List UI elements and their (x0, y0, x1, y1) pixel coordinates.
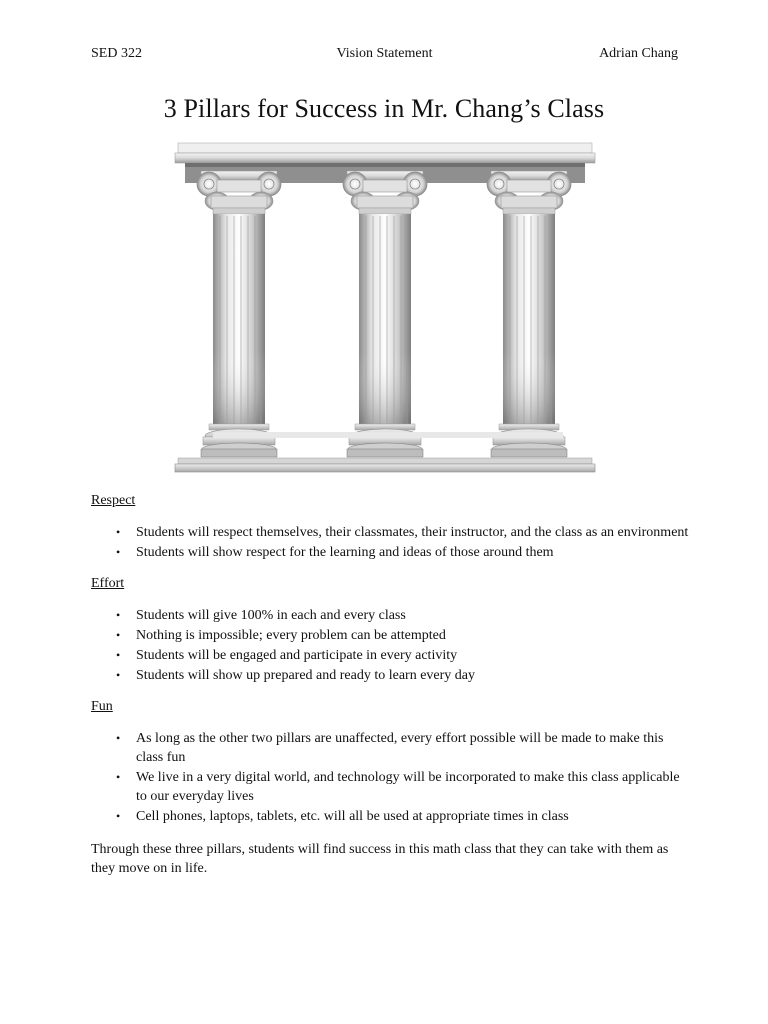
bullet-icon: • (116, 770, 121, 784)
effort-list (91, 606, 691, 685)
document-body (91, 491, 691, 878)
list-item: • Students will show up prepared and ready to learn every day (116, 668, 476, 683)
closing-paragraph: Through these three pillars, students will find success in this math class that they can take with them as they move on in life. (91, 842, 669, 876)
list-item: • Students will give 100% in each and every class (116, 608, 406, 623)
list-item: • Cell phones, laptops, tablets, etc. will all be used at appropriate times in class (116, 809, 569, 824)
list-item: • Nothing is impossible; every problem can be attempted (116, 628, 446, 643)
bullet-icon: • (116, 608, 121, 622)
section-heading-respect: Respect (91, 493, 136, 508)
bullet-icon: • (116, 525, 121, 539)
bullet-icon: • (116, 731, 121, 745)
section-heading-effort: Effort (91, 576, 125, 591)
list-item: • Students will show respect for the learning and ideas of those around them (116, 545, 554, 560)
page-header (91, 46, 678, 66)
bullet-icon: • (116, 628, 121, 642)
page-title: 3 Pillars for Success in Mr. Chang’s Class (163, 94, 605, 123)
bullet-icon: • (116, 648, 121, 662)
list-item: • Students will be engaged and participate in every activity (116, 648, 458, 663)
list-item: • We live in a very digital world, and technology will be incorporated to make this class applicable to our everyday lives (116, 770, 680, 804)
bullet-icon: • (116, 668, 121, 682)
list-item: • Students will respect themselves, their classmates, their instructor, and the class as an environment (116, 525, 689, 540)
section-heading-fun: Fun (91, 699, 113, 714)
three-pillars-illustration (173, 140, 597, 480)
header-author: Adrian Chang (599, 46, 678, 61)
list-item: • As long as the other two pillars are unaffected, every effort possible will be made to make this class fun (116, 731, 664, 765)
respect-list (91, 523, 691, 562)
bullet-icon: • (116, 545, 121, 559)
header-course: SED 322 (91, 46, 142, 61)
header-doc-type: Vision Statement (336, 46, 433, 61)
bullet-icon: • (116, 809, 121, 823)
fun-list (91, 729, 691, 826)
